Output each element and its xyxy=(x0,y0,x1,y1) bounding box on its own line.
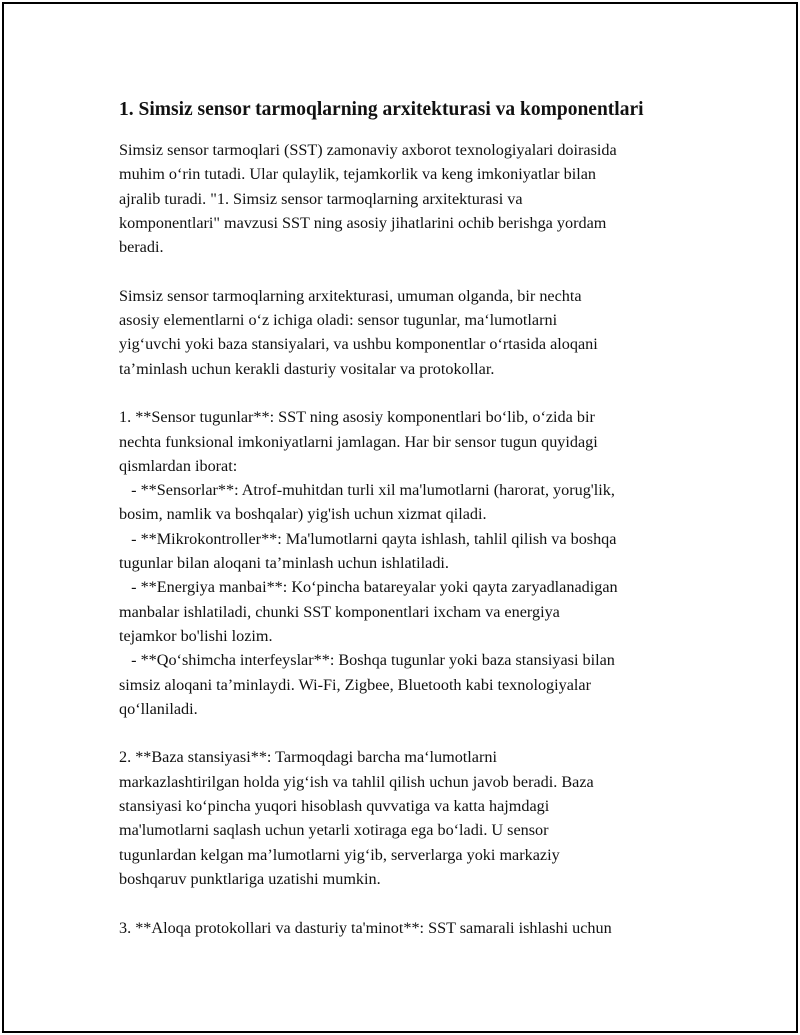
text-line: - **Mikrokontroller**: Ma'lumotlarni qayta ishlash, tahlil qilish va boshqa xyxy=(119,529,617,548)
text-line: manbalar ishlatiladi, chunki SST komponentlari ixcham va energiya xyxy=(119,602,560,621)
text-line: muhim oʻrin tutadi. Ular qulaylik, tejamkorlik va keng imkoniyatlar bilan xyxy=(119,165,596,184)
text-line: nechta funksional imkoniyatlarni jamlagan. Har bir sensor tugun quyidagi xyxy=(119,432,598,451)
text-line: bosim, namlik va boshqalar) yig'ish uchun xizmat qiladi. xyxy=(119,505,487,524)
document-page xyxy=(2,2,798,1033)
document-title: 1. Simsiz sensor tarmoqlarning arxitekturasi va komponentlari xyxy=(119,99,644,120)
paragraph-gap xyxy=(119,891,704,915)
document-body xyxy=(119,96,704,940)
text-line: 2. **Baza stansiyasi**: Tarmoqdagi barcha maʻlumotlarni xyxy=(119,748,497,767)
text-line: tugunlardan kelgan ma’lumotlarni yigʻib, serverlarga yoki markaziy xyxy=(119,845,560,864)
paragraph-architecture xyxy=(119,284,704,381)
paragraph-gap xyxy=(119,259,704,283)
paragraph-gap xyxy=(119,381,704,405)
text-line: simsiz aloqani ta’minlaydi. Wi-Fi, Zigbee, Bluetooth kabi texnologiyalar xyxy=(119,675,591,694)
text-line: tugunlar bilan aloqani ta’minlash uchun ishlatiladi. xyxy=(119,554,449,573)
text-line: tejamkor bo'lishi lozim. xyxy=(119,626,273,645)
paragraph-protocols xyxy=(119,916,704,940)
text-line: ajralib turadi. "1. Simsiz sensor tarmoqlarning arxitekturasi va xyxy=(119,189,523,208)
text-line: komponentlari" mavzusi SST ning asosiy jihatlarini ochib berishga yordam xyxy=(119,213,607,232)
text-line: - **Qoʻshimcha interfeyslar**: Boshqa tugunlar yoki baza stansiyasi bilan xyxy=(119,651,615,670)
text-line: 3. **Aloqa protokollari va dasturiy ta'minot**: SST samarali ishlashi uchun xyxy=(119,918,612,937)
text-line: ta’minlash uchun kerakli dasturiy vositalar va protokollar. xyxy=(119,359,495,378)
text-line: qismlardan iborat: xyxy=(119,456,238,475)
text-line: - **Sensorlar**: Atrof-muhitdan turli xil ma'lumotlarni (harorat, yorug'lik, xyxy=(119,481,615,500)
text-line: stansiyasi koʻpincha yuqori hisoblash quvvatiga va katta hajmdagi xyxy=(119,797,550,816)
text-line: asosiy elementlarni oʻz ichiga oladi: sensor tugunlar, maʻlumotlarni xyxy=(119,311,558,330)
text-line: markazlashtirilgan holda yigʻish va tahlil qilish uchun javob beradi. Baza xyxy=(119,772,594,791)
text-line: ma'lumotlarni saqlash uchun yetarli xotiraga ega boʻladi. U sensor xyxy=(119,821,549,840)
paragraph-sensor-nodes xyxy=(119,405,704,721)
text-line: Simsiz sensor tarmoqlari (SST) zamonaviy axborot texnologiyalari doirasida xyxy=(119,141,617,159)
paragraph-intro xyxy=(119,138,704,259)
text-line: yigʻuvchi yoki baza stansiyalari, va ushbu komponentlar oʻrtasida aloqani xyxy=(119,335,598,354)
paragraph-base-station xyxy=(119,745,704,891)
text-line: - **Energiya manbai**: Koʻpincha batareyalar yoki qayta zaryadlanadigan xyxy=(119,578,618,597)
text-line: 1. **Sensor tugunlar**: SST ning asosiy komponentlari boʻlib, oʻzida bir xyxy=(119,408,595,427)
text-line: beradi. xyxy=(119,238,164,257)
text-line: boshqaruv punktlariga uzatishi mumkin. xyxy=(119,869,381,888)
text-line: qoʻllaniladi. xyxy=(119,699,198,718)
text-line: Simsiz sensor tarmoqlarning arxitekturasi, umuman olganda, bir nechta xyxy=(119,286,582,305)
paragraph-gap xyxy=(119,721,704,745)
